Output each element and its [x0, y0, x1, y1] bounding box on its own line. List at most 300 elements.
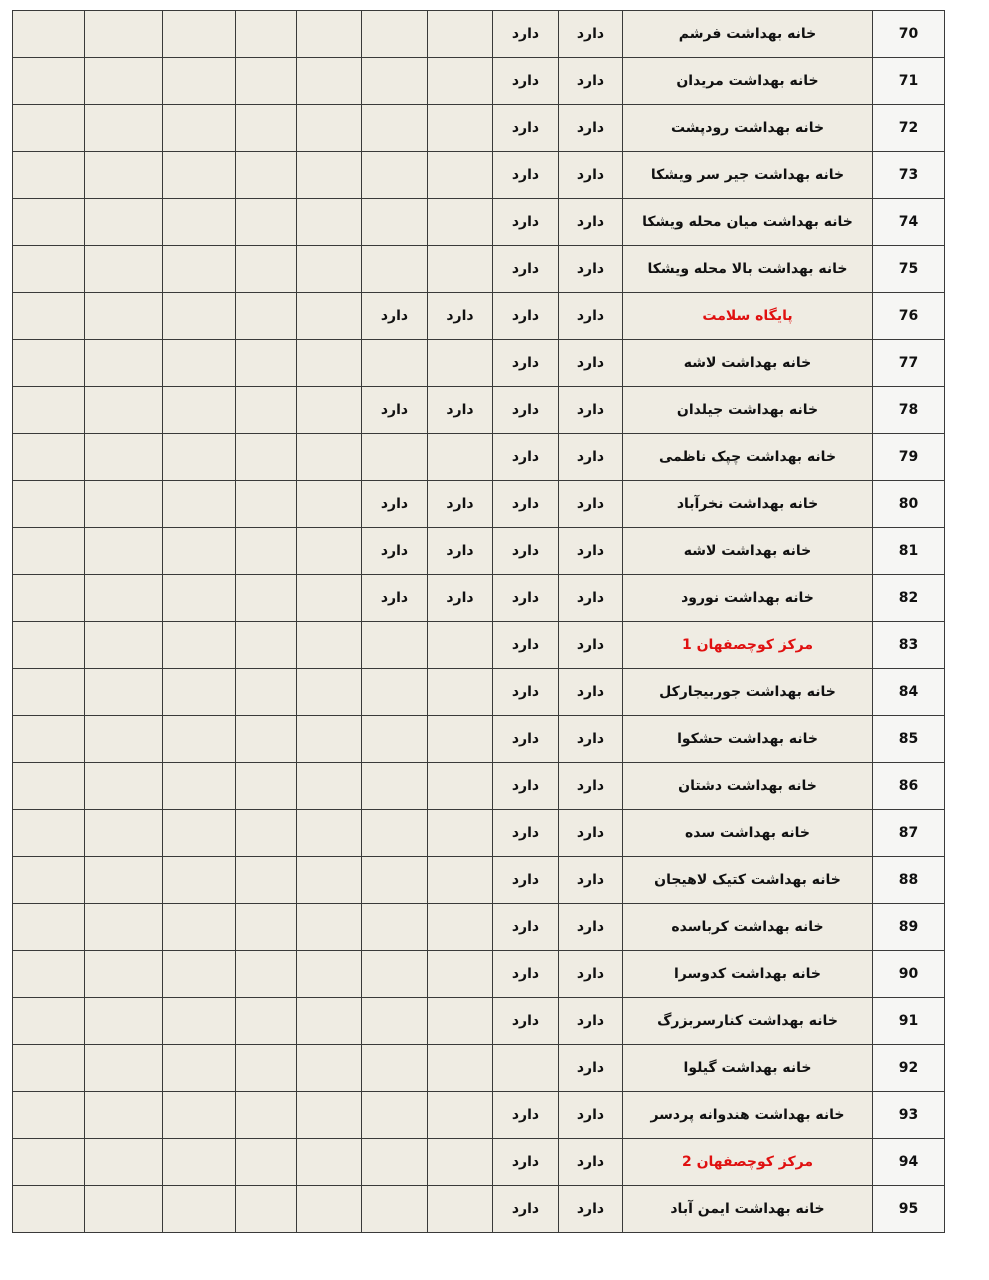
status-cell: دارد	[559, 810, 623, 857]
empty-cell	[163, 575, 236, 622]
empty-cell	[236, 387, 297, 434]
empty-cell	[297, 199, 362, 246]
table-row	[13, 293, 945, 340]
status-cell: دارد	[362, 481, 428, 528]
row-number-cell: 76	[873, 293, 945, 340]
status-cell: دارد	[493, 434, 559, 481]
row-number-cell: 81	[873, 528, 945, 575]
status-cell: دارد	[493, 998, 559, 1045]
row-number-cell: 70	[873, 11, 945, 58]
empty-cell	[236, 105, 297, 152]
status-cell	[362, 669, 428, 716]
status-cell	[428, 246, 493, 293]
status-cell: دارد	[493, 105, 559, 152]
empty-cell	[297, 246, 362, 293]
table-row	[13, 904, 945, 951]
empty-cell	[297, 387, 362, 434]
empty-cell	[85, 199, 163, 246]
empty-cell	[85, 622, 163, 669]
empty-cell	[85, 11, 163, 58]
table-row	[13, 716, 945, 763]
status-cell: دارد	[493, 857, 559, 904]
facility-name-cell: خانه بهداشت نورود	[623, 575, 873, 622]
status-cell: دارد	[559, 199, 623, 246]
facility-name-cell: خانه بهداشت ایمن آباد	[623, 1186, 873, 1233]
status-cell	[428, 1139, 493, 1186]
status-cell	[428, 11, 493, 58]
empty-cell	[85, 481, 163, 528]
empty-cell	[13, 199, 85, 246]
table-row	[13, 58, 945, 105]
status-cell: دارد	[493, 340, 559, 387]
row-number-cell: 91	[873, 998, 945, 1045]
status-cell: دارد	[493, 58, 559, 105]
status-cell	[362, 622, 428, 669]
empty-cell	[297, 528, 362, 575]
row-number-cell: 75	[873, 246, 945, 293]
empty-cell	[297, 340, 362, 387]
table-body	[13, 11, 945, 1233]
empty-cell	[163, 58, 236, 105]
facility-name-cell: خانه بهداشت میان محله ویشکا	[623, 199, 873, 246]
row-number-cell: 77	[873, 340, 945, 387]
empty-cell	[236, 763, 297, 810]
status-cell	[362, 105, 428, 152]
status-cell	[428, 1092, 493, 1139]
empty-cell	[297, 481, 362, 528]
status-cell	[362, 716, 428, 763]
status-cell: دارد	[362, 575, 428, 622]
facility-name-cell: خانه بهداشت لاشه	[623, 340, 873, 387]
status-cell	[428, 434, 493, 481]
empty-cell	[163, 622, 236, 669]
table-row	[13, 528, 945, 575]
empty-cell	[236, 998, 297, 1045]
empty-cell	[163, 246, 236, 293]
row-number-cell: 85	[873, 716, 945, 763]
status-cell: دارد	[493, 810, 559, 857]
status-cell	[362, 1045, 428, 1092]
empty-cell	[13, 387, 85, 434]
empty-cell	[163, 152, 236, 199]
facility-name-cell: خانه بهداشت هندوانه پردسر	[623, 1092, 873, 1139]
status-cell: دارد	[559, 998, 623, 1045]
row-number-cell: 86	[873, 763, 945, 810]
empty-cell	[236, 857, 297, 904]
status-cell: دارد	[362, 293, 428, 340]
empty-cell	[236, 904, 297, 951]
row-number-cell: 95	[873, 1186, 945, 1233]
status-cell	[493, 1045, 559, 1092]
empty-cell	[236, 528, 297, 575]
empty-cell	[297, 1045, 362, 1092]
status-cell	[428, 1045, 493, 1092]
empty-cell	[163, 340, 236, 387]
empty-cell	[236, 152, 297, 199]
empty-cell	[236, 716, 297, 763]
status-cell: دارد	[559, 246, 623, 293]
row-number-cell: 87	[873, 810, 945, 857]
empty-cell	[163, 481, 236, 528]
empty-cell	[236, 1139, 297, 1186]
empty-cell	[297, 669, 362, 716]
empty-cell	[13, 528, 85, 575]
empty-cell	[13, 575, 85, 622]
empty-cell	[163, 904, 236, 951]
empty-cell	[85, 105, 163, 152]
table-row	[13, 1092, 945, 1139]
table-row	[13, 434, 945, 481]
empty-cell	[163, 1092, 236, 1139]
status-cell	[428, 105, 493, 152]
status-cell: دارد	[493, 11, 559, 58]
empty-cell	[85, 387, 163, 434]
status-cell: دارد	[559, 575, 623, 622]
row-number-cell: 73	[873, 152, 945, 199]
status-cell: دارد	[559, 528, 623, 575]
empty-cell	[297, 857, 362, 904]
empty-cell	[85, 293, 163, 340]
empty-cell	[13, 434, 85, 481]
empty-cell	[85, 951, 163, 998]
status-cell: دارد	[559, 904, 623, 951]
empty-cell	[297, 293, 362, 340]
empty-cell	[236, 1092, 297, 1139]
empty-cell	[163, 810, 236, 857]
status-cell: دارد	[493, 1139, 559, 1186]
empty-cell	[85, 763, 163, 810]
status-cell: دارد	[559, 1139, 623, 1186]
row-number-cell: 93	[873, 1092, 945, 1139]
status-cell	[362, 340, 428, 387]
facility-name-cell: خانه بهداشت کنارسربزرگ	[623, 998, 873, 1045]
status-cell	[428, 998, 493, 1045]
facility-name-cell: خانه بهداشت مریدان	[623, 58, 873, 105]
empty-cell	[236, 11, 297, 58]
status-cell	[428, 904, 493, 951]
empty-cell	[13, 105, 85, 152]
empty-cell	[13, 810, 85, 857]
status-cell	[428, 340, 493, 387]
status-cell: دارد	[493, 293, 559, 340]
empty-cell	[236, 810, 297, 857]
empty-cell	[163, 434, 236, 481]
empty-cell	[163, 716, 236, 763]
empty-cell	[13, 1092, 85, 1139]
empty-cell	[85, 1186, 163, 1233]
empty-cell	[13, 1186, 85, 1233]
status-cell	[362, 1186, 428, 1233]
status-cell	[362, 1092, 428, 1139]
status-cell: دارد	[428, 293, 493, 340]
status-cell	[362, 434, 428, 481]
status-cell: دارد	[428, 528, 493, 575]
table-row	[13, 152, 945, 199]
status-cell	[362, 763, 428, 810]
facility-name-cell: خانه بهداشت جیلدان	[623, 387, 873, 434]
empty-cell	[297, 951, 362, 998]
empty-cell	[85, 340, 163, 387]
status-cell: دارد	[559, 152, 623, 199]
empty-cell	[85, 246, 163, 293]
row-number-cell: 88	[873, 857, 945, 904]
status-cell: دارد	[493, 904, 559, 951]
facility-name-cell: خانه بهداشت کدوسرا	[623, 951, 873, 998]
empty-cell	[13, 904, 85, 951]
empty-cell	[13, 293, 85, 340]
status-cell: دارد	[428, 575, 493, 622]
empty-cell	[297, 763, 362, 810]
empty-cell	[13, 246, 85, 293]
status-cell: دارد	[559, 1092, 623, 1139]
table-row	[13, 1139, 945, 1186]
status-cell	[362, 152, 428, 199]
empty-cell	[163, 669, 236, 716]
empty-cell	[236, 293, 297, 340]
empty-cell	[13, 998, 85, 1045]
row-number-cell: 83	[873, 622, 945, 669]
empty-cell	[163, 998, 236, 1045]
empty-cell	[163, 199, 236, 246]
empty-cell	[297, 575, 362, 622]
status-cell	[428, 58, 493, 105]
empty-cell	[297, 1186, 362, 1233]
facility-name-cell: خانه بهداشت جوربیجارکل	[623, 669, 873, 716]
facility-name-cell: خانه بهداشت جیر سر ویشکا	[623, 152, 873, 199]
empty-cell	[297, 11, 362, 58]
facility-name-cell: خانه بهداشت لاشه	[623, 528, 873, 575]
table-row	[13, 387, 945, 434]
status-cell: دارد	[559, 857, 623, 904]
facility-name-cell: خانه بهداشت حشکوا	[623, 716, 873, 763]
status-cell: دارد	[493, 387, 559, 434]
table-row	[13, 857, 945, 904]
empty-cell	[85, 669, 163, 716]
table-row	[13, 340, 945, 387]
status-cell: دارد	[493, 199, 559, 246]
table-row	[13, 810, 945, 857]
empty-cell	[85, 575, 163, 622]
status-cell	[428, 951, 493, 998]
empty-cell	[297, 152, 362, 199]
empty-cell	[236, 199, 297, 246]
status-cell: دارد	[362, 528, 428, 575]
status-cell	[362, 11, 428, 58]
status-cell	[362, 199, 428, 246]
status-cell: دارد	[559, 58, 623, 105]
empty-cell	[85, 1139, 163, 1186]
empty-cell	[13, 1139, 85, 1186]
empty-cell	[236, 669, 297, 716]
status-cell: دارد	[559, 716, 623, 763]
table-row	[13, 481, 945, 528]
status-cell: دارد	[559, 1045, 623, 1092]
status-cell: دارد	[559, 763, 623, 810]
status-cell: دارد	[493, 152, 559, 199]
table-row	[13, 199, 945, 246]
empty-cell	[163, 1186, 236, 1233]
facility-name-cell: خانه بهداشت نخرآباد	[623, 481, 873, 528]
facility-name-cell: خانه بهداشت چپک ناظمی	[623, 434, 873, 481]
table-row	[13, 1186, 945, 1233]
empty-cell	[85, 857, 163, 904]
status-cell	[428, 857, 493, 904]
status-cell: دارد	[493, 575, 559, 622]
status-cell	[428, 810, 493, 857]
empty-cell	[163, 293, 236, 340]
status-cell	[362, 998, 428, 1045]
status-cell	[362, 810, 428, 857]
status-cell: دارد	[428, 481, 493, 528]
status-cell: دارد	[493, 481, 559, 528]
empty-cell	[163, 105, 236, 152]
table-row	[13, 246, 945, 293]
empty-cell	[297, 1139, 362, 1186]
empty-cell	[163, 11, 236, 58]
row-number-cell: 74	[873, 199, 945, 246]
status-cell: دارد	[559, 669, 623, 716]
empty-cell	[163, 1139, 236, 1186]
empty-cell	[13, 622, 85, 669]
table-row	[13, 575, 945, 622]
empty-cell	[297, 998, 362, 1045]
empty-cell	[85, 434, 163, 481]
empty-cell	[13, 1045, 85, 1092]
status-cell: دارد	[559, 1186, 623, 1233]
row-number-cell: 80	[873, 481, 945, 528]
status-cell: دارد	[559, 340, 623, 387]
empty-cell	[163, 857, 236, 904]
empty-cell	[13, 481, 85, 528]
table-row	[13, 763, 945, 810]
empty-cell	[85, 904, 163, 951]
empty-cell	[297, 904, 362, 951]
empty-cell	[163, 387, 236, 434]
facility-name-cell: خانه بهداشت دشتان	[623, 763, 873, 810]
facility-name-cell: خانه بهداشت گیلوا	[623, 1045, 873, 1092]
empty-cell	[236, 58, 297, 105]
status-cell	[362, 246, 428, 293]
status-cell: دارد	[428, 387, 493, 434]
status-cell: دارد	[493, 1092, 559, 1139]
empty-cell	[297, 810, 362, 857]
row-number-cell: 92	[873, 1045, 945, 1092]
status-cell	[428, 1186, 493, 1233]
status-cell: دارد	[559, 293, 623, 340]
status-cell: دارد	[559, 105, 623, 152]
facilities-table	[12, 10, 945, 1233]
facility-name-cell: خانه بهداشت بالا محله ویشکا	[623, 246, 873, 293]
empty-cell	[297, 622, 362, 669]
empty-cell	[85, 58, 163, 105]
status-cell: دارد	[493, 1186, 559, 1233]
empty-cell	[13, 58, 85, 105]
empty-cell	[297, 58, 362, 105]
facility-name-cell: پایگاه سلامت	[623, 293, 873, 340]
empty-cell	[13, 669, 85, 716]
table-row	[13, 951, 945, 998]
facility-name-cell: خانه بهداشت کتیک لاهیجان	[623, 857, 873, 904]
status-cell	[362, 951, 428, 998]
row-number-cell: 84	[873, 669, 945, 716]
status-cell	[362, 58, 428, 105]
empty-cell	[85, 716, 163, 763]
row-number-cell: 90	[873, 951, 945, 998]
status-cell	[428, 669, 493, 716]
empty-cell	[163, 1045, 236, 1092]
empty-cell	[236, 1045, 297, 1092]
status-cell	[428, 763, 493, 810]
table-row	[13, 1045, 945, 1092]
row-number-cell: 94	[873, 1139, 945, 1186]
empty-cell	[85, 1045, 163, 1092]
empty-cell	[85, 1092, 163, 1139]
empty-cell	[163, 763, 236, 810]
status-cell: دارد	[493, 951, 559, 998]
empty-cell	[163, 528, 236, 575]
empty-cell	[297, 716, 362, 763]
facility-name-cell: خانه بهداشت رودپشت	[623, 105, 873, 152]
empty-cell	[236, 622, 297, 669]
empty-cell	[236, 434, 297, 481]
empty-cell	[163, 951, 236, 998]
empty-cell	[13, 857, 85, 904]
status-cell	[428, 152, 493, 199]
status-cell: دارد	[493, 528, 559, 575]
status-cell: دارد	[493, 622, 559, 669]
status-cell	[362, 904, 428, 951]
empty-cell	[13, 152, 85, 199]
facility-name-cell: خانه بهداشت سده	[623, 810, 873, 857]
empty-cell	[297, 105, 362, 152]
status-cell: دارد	[362, 387, 428, 434]
row-number-cell: 79	[873, 434, 945, 481]
empty-cell	[85, 528, 163, 575]
row-number-cell: 89	[873, 904, 945, 951]
status-cell	[428, 622, 493, 669]
row-number-cell: 78	[873, 387, 945, 434]
row-number-cell: 71	[873, 58, 945, 105]
empty-cell	[85, 152, 163, 199]
status-cell: دارد	[559, 11, 623, 58]
status-cell: دارد	[559, 481, 623, 528]
status-cell	[428, 716, 493, 763]
empty-cell	[236, 951, 297, 998]
status-cell: دارد	[559, 387, 623, 434]
empty-cell	[297, 434, 362, 481]
facility-name-cell: خانه بهداشت فرشم	[623, 11, 873, 58]
empty-cell	[297, 1092, 362, 1139]
empty-cell	[236, 1186, 297, 1233]
status-cell: دارد	[559, 434, 623, 481]
status-cell	[362, 857, 428, 904]
status-cell: دارد	[493, 246, 559, 293]
empty-cell	[236, 340, 297, 387]
table-row	[13, 105, 945, 152]
empty-cell	[13, 763, 85, 810]
empty-cell	[85, 810, 163, 857]
status-cell: دارد	[493, 669, 559, 716]
facility-name-cell: مرکز کوچصفهان 2	[623, 1139, 873, 1186]
empty-cell	[13, 11, 85, 58]
empty-cell	[13, 716, 85, 763]
row-number-cell: 72	[873, 105, 945, 152]
status-cell: دارد	[493, 716, 559, 763]
table-row	[13, 11, 945, 58]
empty-cell	[236, 481, 297, 528]
status-cell: دارد	[559, 951, 623, 998]
facility-name-cell: مرکز کوچصفهان 1	[623, 622, 873, 669]
